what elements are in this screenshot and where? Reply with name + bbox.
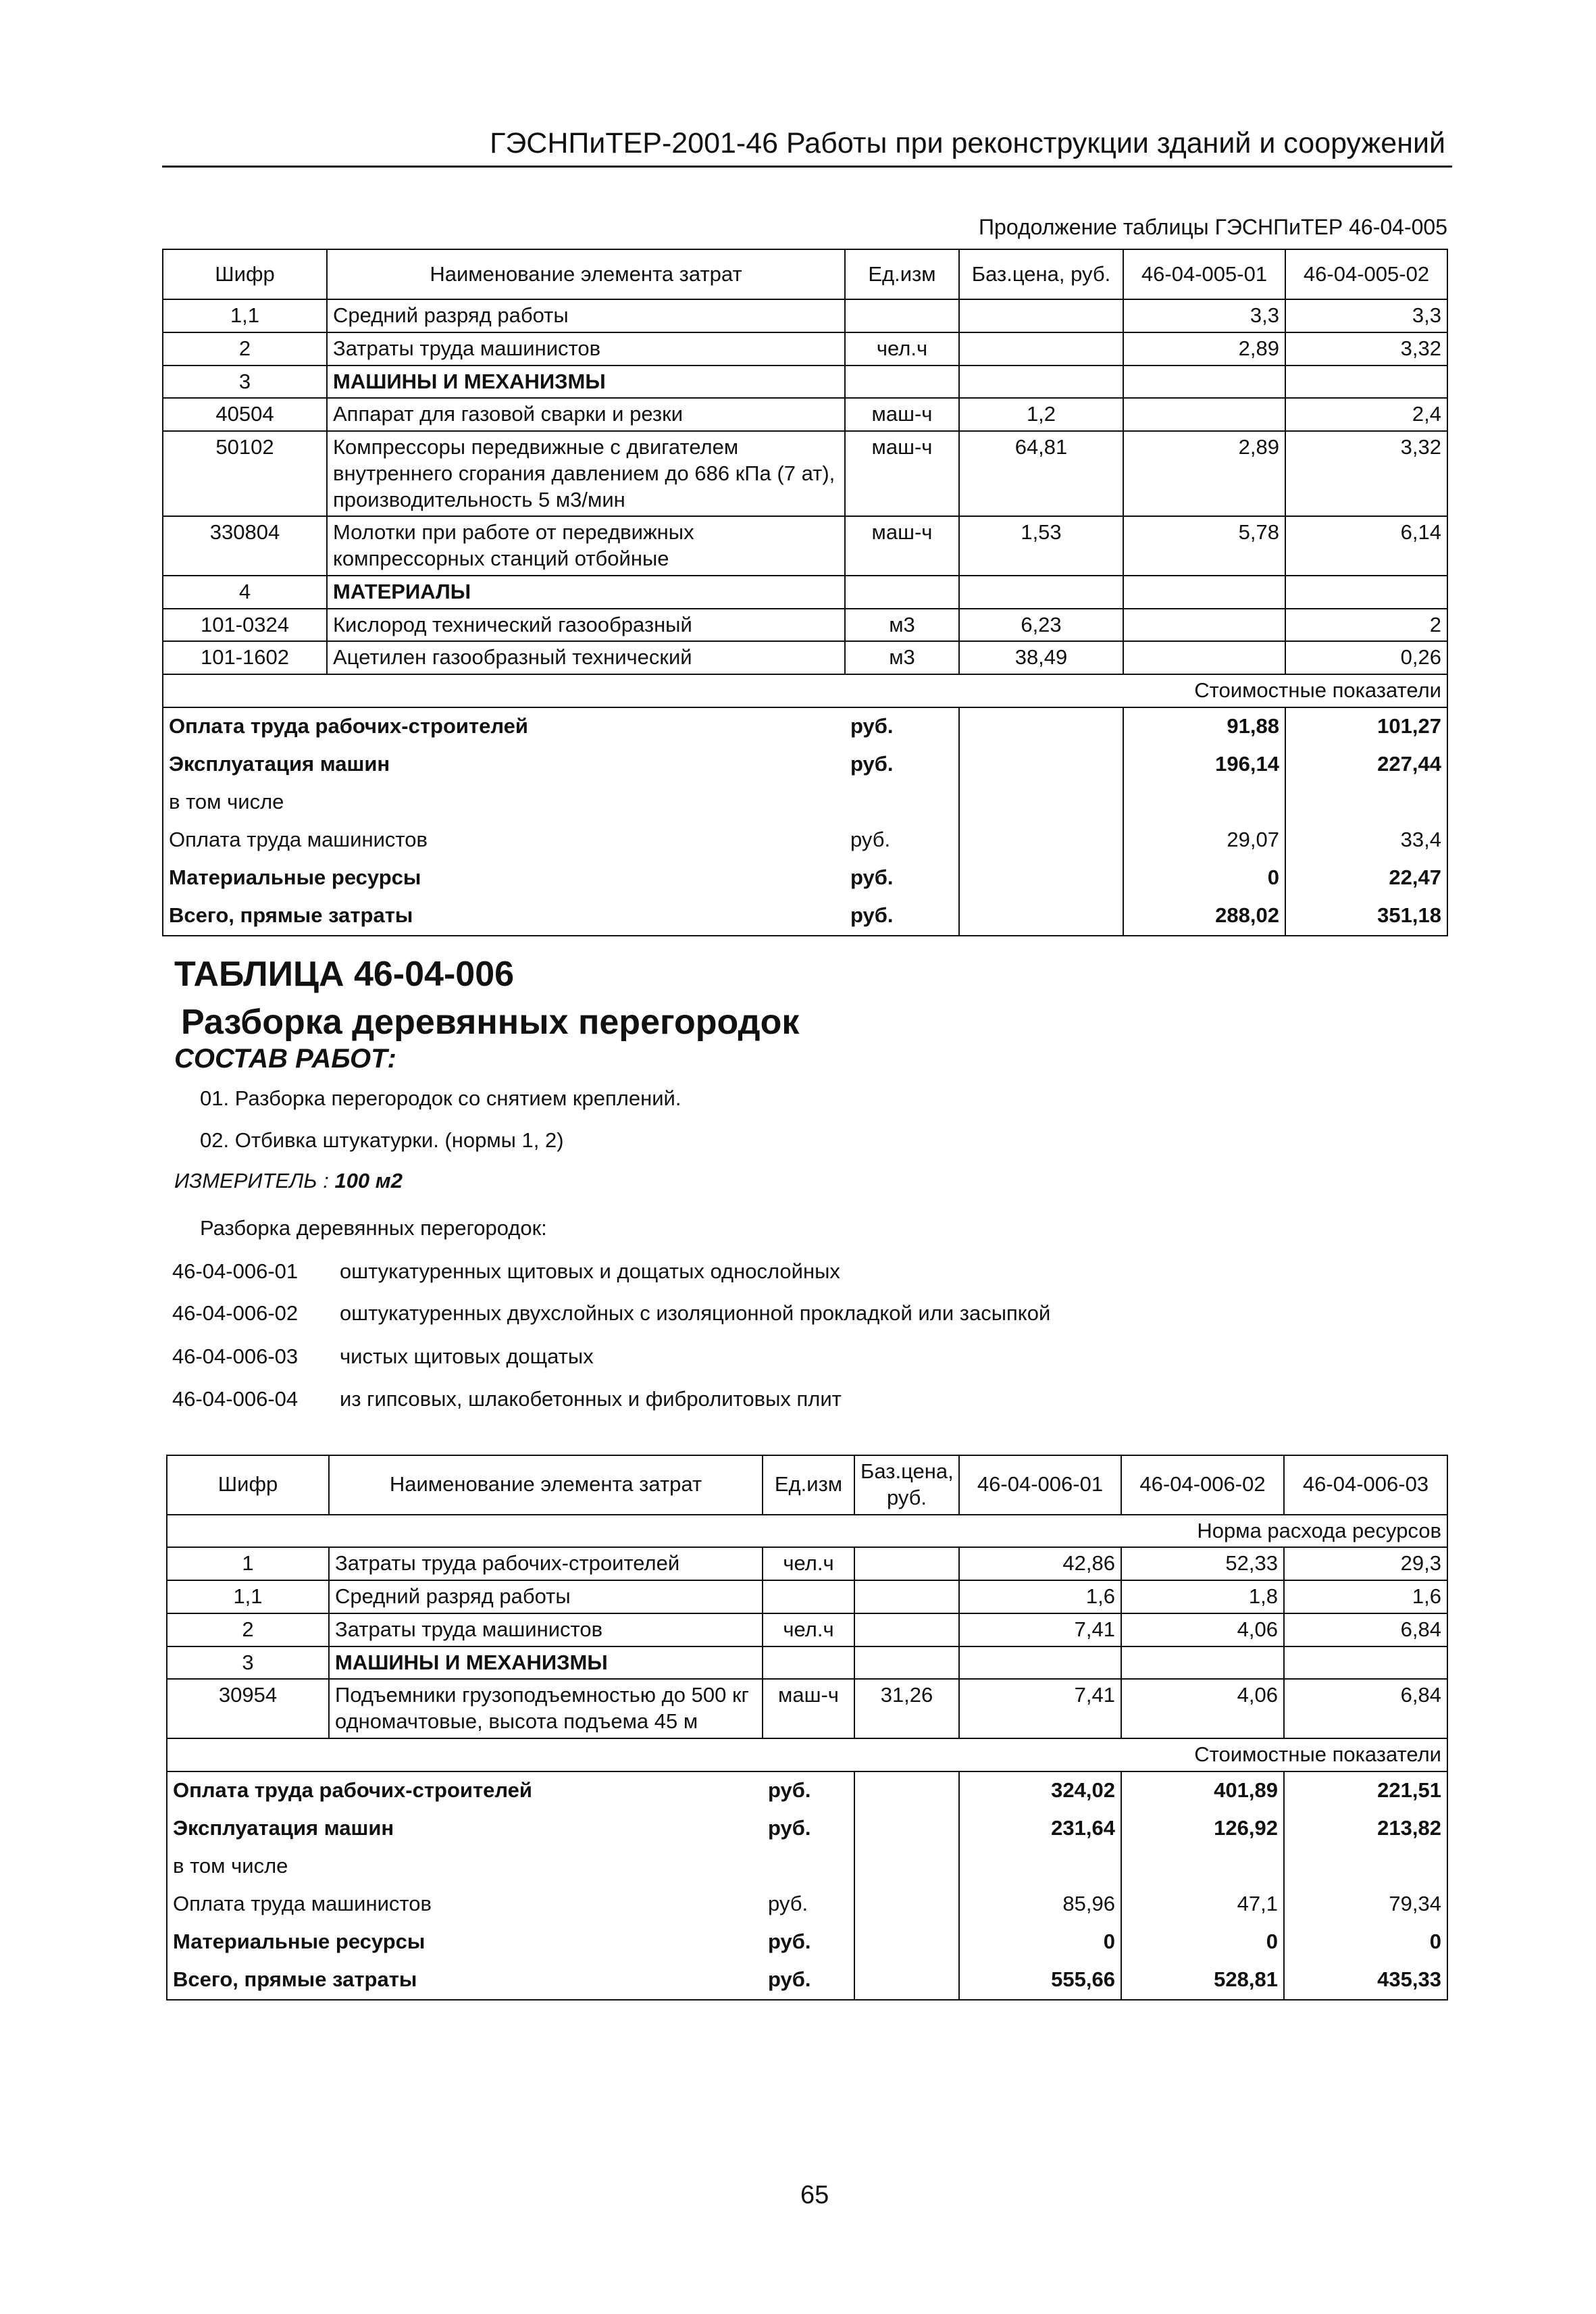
table-cell: 33,4 (1285, 822, 1447, 859)
table-row (167, 1547, 1447, 1580)
table-header-row (163, 249, 1447, 299)
table-cell: 3,32 (1285, 431, 1447, 516)
table-row (167, 1580, 1447, 1613)
table-cell (1123, 398, 1285, 431)
header-cell: 46-04-006-03 (1284, 1455, 1447, 1515)
table-cell: руб. (763, 1886, 854, 1923)
summary-row (167, 1886, 1447, 1923)
norm-description: оштукатуренных двухслойных с изоляционной прокладкой или засыпкой (340, 1301, 1051, 1325)
table-cell: в том числе (167, 1848, 763, 1886)
table-cell: руб. (763, 1923, 854, 1961)
table-cell: 29,07 (1123, 822, 1285, 859)
table-cell: 3 (167, 1646, 329, 1680)
table-cell: 2,89 (1123, 431, 1285, 516)
table-row (163, 641, 1447, 674)
norm-code: 46-04-006-02 (172, 1301, 299, 1325)
table-cell: 221,51 (1284, 1771, 1447, 1810)
table-cell: 1,6 (959, 1580, 1121, 1613)
work-item: 01. Разборка перегородок со снятием креплений. (200, 1086, 681, 1110)
table-cell: Затраты труда рабочих-строителей (329, 1547, 763, 1580)
header-cell: Ед.изм (763, 1455, 854, 1515)
norm-heading: Норма расхода ресурсов (167, 1515, 1447, 1548)
norm-code: 46-04-006-04 (172, 1387, 299, 1411)
table-title: ТАБЛИЦА 46-04-006 (174, 955, 515, 994)
table-cell: 3,3 (1123, 299, 1285, 332)
table-cell: руб. (845, 707, 959, 746)
table-cell: 101,27 (1285, 707, 1447, 746)
table-cell: Всего, прямые затраты (167, 1961, 763, 2000)
table-cell: 2 (1285, 609, 1447, 642)
table-cell: 91,88 (1123, 707, 1285, 746)
table-cell (959, 897, 1123, 936)
table-cell (959, 859, 1123, 897)
norm-description: из гипсовых, шлакобетонных и фибролитовых плит (340, 1387, 842, 1411)
table-row (163, 576, 1447, 609)
meter-label: ИЗМЕРИТЕЛЬ : (174, 1169, 329, 1192)
table-cell: чел.ч (845, 332, 959, 366)
table-cell: Молотки при работе от передвижных компрессорных станций отбойные (327, 516, 845, 576)
table-cell: Ацетилен газообразный технический (327, 641, 845, 674)
table-cell: 126,92 (1121, 1810, 1284, 1848)
table-cell (854, 1646, 959, 1680)
table-row (163, 609, 1447, 642)
table-cell: 79,34 (1284, 1886, 1447, 1923)
table-row (167, 1613, 1447, 1646)
table-cell (1123, 609, 1285, 642)
table-cell: Материальные ресурсы (163, 859, 845, 897)
table-cell (959, 576, 1123, 609)
table-cell: м3 (845, 609, 959, 642)
table-cell: 1 (167, 1547, 329, 1580)
table-row (163, 299, 1447, 332)
norm-description: чистых щитовых дощатых (340, 1344, 594, 1368)
measurement-unit (174, 1169, 403, 1193)
table-cell: 6,84 (1284, 1613, 1447, 1646)
table-cell (959, 746, 1123, 784)
table-cell: МАШИНЫ И МЕХАНИЗМЫ (329, 1646, 763, 1680)
table-cell: 0 (1121, 1923, 1284, 1961)
table-cell: 3 (163, 366, 327, 399)
table-cell: 47,1 (1121, 1886, 1284, 1923)
header-cell: Шифр (167, 1455, 329, 1515)
norm-description: оштукатуренных щитовых и дощатых однослойных (340, 1259, 840, 1283)
table-cell: 3,3 (1285, 299, 1447, 332)
table-cell: чел.ч (763, 1547, 854, 1580)
table-cell: руб. (845, 897, 959, 936)
norm-code: 46-04-006-03 (172, 1344, 299, 1368)
table-cell: 38,49 (959, 641, 1123, 674)
table-cell: руб. (845, 859, 959, 897)
table-row (167, 1646, 1447, 1680)
table-cell: 1,1 (167, 1580, 329, 1613)
header-cell: 46-04-006-02 (1121, 1455, 1284, 1515)
table-cell (854, 1810, 959, 1848)
table-cell: маш-ч (845, 431, 959, 516)
summary-row (163, 897, 1447, 936)
table-cell: руб. (763, 1810, 854, 1848)
table-cell (959, 1848, 1121, 1886)
table-cell: Эксплуатация машин (167, 1810, 763, 1848)
table-cell: 4 (163, 576, 327, 609)
table-cell (1285, 576, 1447, 609)
header-cell: 46-04-006-01 (959, 1455, 1121, 1515)
resource-table-46-04-005 (162, 249, 1448, 936)
header-cell: Наименование элемента затрат (329, 1455, 763, 1515)
table-cell (854, 1547, 959, 1580)
table-cell: 231,64 (959, 1810, 1121, 1848)
header-cell: Ед.изм (845, 249, 959, 299)
table-cell: 2,89 (1123, 332, 1285, 366)
header-cell: Шифр (163, 249, 327, 299)
table-cell: 101-1602 (163, 641, 327, 674)
table-cell: 330804 (163, 516, 327, 576)
table-cell (1123, 366, 1285, 399)
table-cell: Подъемники грузоподъемностью до 500 кг одномачтовые, высота подъема 45 м (329, 1679, 763, 1738)
table-cell: 85,96 (959, 1886, 1121, 1923)
table-cell (763, 1646, 854, 1680)
table-cell (959, 784, 1123, 822)
table-cell (1285, 784, 1447, 822)
table-cell: Затраты труда машинистов (327, 332, 845, 366)
table-cell: 64,81 (959, 431, 1123, 516)
table-cell: 1,8 (1121, 1580, 1284, 1613)
summary-row (163, 859, 1447, 897)
table-cell (845, 576, 959, 609)
cost-heading: Стоимостные показатели (163, 674, 1447, 707)
table-cell: 528,81 (1121, 1961, 1284, 2000)
norm-heading-row (167, 1515, 1447, 1548)
summary-row (167, 1810, 1447, 1848)
table-row (163, 516, 1447, 576)
table-cell (845, 366, 959, 399)
summary-row (167, 1771, 1447, 1810)
summary-row (163, 784, 1447, 822)
table-cell: Материальные ресурсы (167, 1923, 763, 1961)
table-cell: Оплата труда рабочих-строителей (167, 1771, 763, 1810)
header-cell: 46-04-005-02 (1285, 249, 1447, 299)
table-cell: Средний разряд работы (329, 1580, 763, 1613)
table-cell: 1,2 (959, 398, 1123, 431)
table-header-row (167, 1455, 1447, 1515)
summary-row (167, 1961, 1447, 2000)
table-cell (763, 1580, 854, 1613)
table-cell: 3,32 (1285, 332, 1447, 366)
table-row (163, 366, 1447, 399)
table-cell: Оплата труда машинистов (167, 1886, 763, 1923)
table-cell: 4,06 (1121, 1679, 1284, 1738)
summary-row (167, 1848, 1447, 1886)
cost-heading-row (163, 674, 1447, 707)
header-cell: 46-04-005-01 (1123, 249, 1285, 299)
table-cell: 30954 (167, 1679, 329, 1738)
table-cell (854, 1613, 959, 1646)
table-cell: 6,84 (1284, 1679, 1447, 1738)
table-cell: 7,41 (959, 1679, 1121, 1738)
table-cell: 101-0324 (163, 609, 327, 642)
table-cell: МАШИНЫ И МЕХАНИЗМЫ (327, 366, 845, 399)
table-cell: м3 (845, 641, 959, 674)
table-cell: маш-ч (845, 398, 959, 431)
table-cell: Компрессоры передвижные с двигателем внутреннего сгорания давлением до 686 кПа (7 ат), производительность 5 м3/мин (327, 431, 845, 516)
table-cell: 42,86 (959, 1547, 1121, 1580)
table-cell: 4,06 (1121, 1613, 1284, 1646)
header-cell: Наименование элемента затрат (327, 249, 845, 299)
table-row (163, 332, 1447, 366)
table-cell: 29,3 (1284, 1547, 1447, 1580)
table-cell: 5,78 (1123, 516, 1285, 576)
table-cell: в том числе (163, 784, 845, 822)
table-cell: 324,02 (959, 1771, 1121, 1810)
table-cell (959, 299, 1123, 332)
table-row (163, 431, 1447, 516)
table-cell: 2 (167, 1613, 329, 1646)
table-cell: 0,26 (1285, 641, 1447, 674)
meter-value: 100 м2 (334, 1169, 403, 1192)
table-cell: 0 (1123, 859, 1285, 897)
work-item: 02. Отбивка штукатурки. (нормы 1, 2) (200, 1128, 564, 1152)
table-cell: чел.ч (763, 1613, 854, 1646)
table-cell (1121, 1646, 1284, 1680)
table-cell: 50102 (163, 431, 327, 516)
table-cell: руб. (763, 1771, 854, 1810)
table-cell: 196,14 (1123, 746, 1285, 784)
table-cell: 435,33 (1284, 1961, 1447, 2000)
table-cell: Эксплуатация машин (163, 746, 845, 784)
cost-heading-row (167, 1738, 1447, 1771)
table-cell (1123, 641, 1285, 674)
table-cell: Оплата труда рабочих-строителей (163, 707, 845, 746)
table-cell: руб. (845, 746, 959, 784)
table-cell: 1,53 (959, 516, 1123, 576)
table-cell: маш-ч (845, 516, 959, 576)
work-composition-title: СОСТАВ РАБОТ: (174, 1044, 396, 1074)
table-cell (1284, 1646, 1447, 1680)
table-cell (1285, 366, 1447, 399)
table-row (167, 1679, 1447, 1738)
table-cell: МАТЕРИАЛЫ (327, 576, 845, 609)
table-cell: Аппарат для газовой сварки и резки (327, 398, 845, 431)
resource-table-46-04-006 (166, 1455, 1448, 2001)
table-cell: 401,89 (1121, 1771, 1284, 1810)
table-cell: 2,4 (1285, 398, 1447, 431)
table-cell (959, 366, 1123, 399)
table-cell: 31,26 (854, 1679, 959, 1738)
table-cell: 52,33 (1121, 1547, 1284, 1580)
table-row (163, 398, 1447, 431)
summary-row (167, 1923, 1447, 1961)
table-cell: 40504 (163, 398, 327, 431)
table-cell: Всего, прямые затраты (163, 897, 845, 936)
cost-heading: Стоимостные показатели (167, 1738, 1447, 1771)
table-cell: руб. (763, 1961, 854, 2000)
table-cell: 351,18 (1285, 897, 1447, 936)
page-header (162, 125, 1452, 168)
table-cell: 22,47 (1285, 859, 1447, 897)
table-cell (854, 1923, 959, 1961)
table-cell (1123, 576, 1285, 609)
table-cell (845, 299, 959, 332)
table-cell (1121, 1848, 1284, 1886)
header-cell: Баз.цена, руб. (959, 249, 1123, 299)
table-cell (959, 1646, 1121, 1680)
table-cell: 2 (163, 332, 327, 366)
table-cell: 213,82 (1284, 1810, 1447, 1848)
table-cell (854, 1771, 959, 1810)
table-cell (959, 332, 1123, 366)
summary-row (163, 822, 1447, 859)
table-cell (959, 707, 1123, 746)
table-cell: 0 (1284, 1923, 1447, 1961)
table-cell: 555,66 (959, 1961, 1121, 2000)
table-cell (1123, 784, 1285, 822)
table-cell: руб. (845, 822, 959, 859)
table-cell (1284, 1848, 1447, 1886)
table-cell: 0 (959, 1923, 1121, 1961)
table-cell (845, 784, 959, 822)
header-cell: Баз.цена, руб. (854, 1455, 959, 1515)
table-cell (854, 1886, 959, 1923)
table-cell: Кислород технический газообразный (327, 609, 845, 642)
header-title: ГЭСНПиТЕР-2001-46 Работы при реконструкции зданий и сооружений (490, 127, 1445, 159)
table-cell: 1,1 (163, 299, 327, 332)
table-continuation-note: Продолжение таблицы ГЭСНПиТЕР 46-04-005 (979, 215, 1447, 239)
table-cell (959, 822, 1123, 859)
section-intro: Разборка деревянных перегородок: (200, 1216, 547, 1240)
table-cell (854, 1848, 959, 1886)
table-cell: Средний разряд работы (327, 299, 845, 332)
table-cell: Оплата труда машинистов (163, 822, 845, 859)
summary-row (163, 707, 1447, 746)
summary-row (163, 746, 1447, 784)
norm-code: 46-04-006-01 (172, 1259, 299, 1283)
table-cell: 6,14 (1285, 516, 1447, 576)
page-number: 65 (800, 2181, 829, 2209)
table-cell: 1,6 (1284, 1580, 1447, 1613)
table-cell: Затраты труда машинистов (329, 1613, 763, 1646)
table-cell (763, 1848, 854, 1886)
section-subtitle: Разборка деревянных перегородок (181, 1003, 800, 1042)
table-cell (854, 1961, 959, 2000)
table-cell: 7,41 (959, 1613, 1121, 1646)
table-cell: 288,02 (1123, 897, 1285, 936)
table-cell (854, 1580, 959, 1613)
table-cell: 6,23 (959, 609, 1123, 642)
table-cell: 227,44 (1285, 746, 1447, 784)
table-cell: маш-ч (763, 1679, 854, 1738)
